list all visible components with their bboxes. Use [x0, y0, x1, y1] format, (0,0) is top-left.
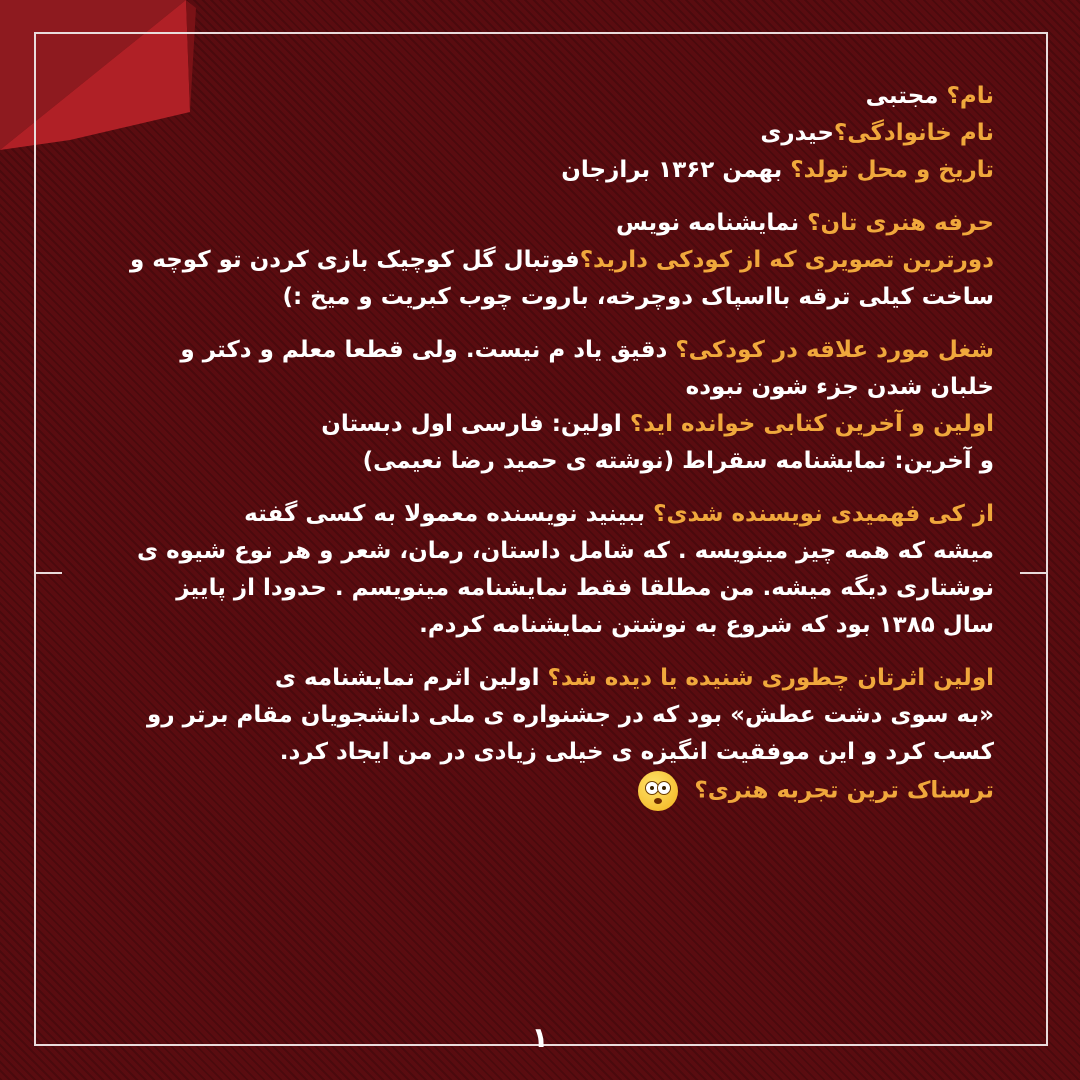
- frame-tick-left: [36, 572, 62, 574]
- favorite-job-line-2: [86, 369, 994, 406]
- book-question: اولین و آخرین کتابی خوانده اید؟: [629, 411, 994, 437]
- family-answer: حیدری: [760, 120, 834, 146]
- first-work-line: [86, 660, 994, 697]
- profession-block: [86, 205, 994, 316]
- writer-answer: ببینید نویسنده معمولا به کسی گفته: [244, 501, 654, 527]
- birth-line: [86, 152, 994, 189]
- name-line: [86, 78, 994, 115]
- name-answer: مجتبی: [865, 83, 947, 109]
- first-work-question: اولین اثرتان چطوری شنیده یا دیده شد؟: [547, 665, 994, 691]
- first-work-answer: اولین اثرم نمایشنامه ی: [274, 665, 548, 691]
- favorite-job-answer: دقیق یاد م نیست. ولی قطعا معلم و دکتر و: [180, 337, 676, 363]
- name-question: نام؟: [946, 83, 994, 109]
- writer-question: از کی فهمیدی نویسنده شدی؟: [653, 501, 994, 527]
- page-number: ۱: [531, 1021, 549, 1054]
- childhood-line: [86, 242, 994, 279]
- first-work-line-2: [86, 697, 994, 734]
- profession-question: حرفه هنری تان؟: [807, 210, 994, 236]
- scary-line: [86, 771, 994, 811]
- writer-block: [86, 496, 994, 644]
- childhood-answer: فوتبال گل کوچیک بازی کردن تو کوچه و: [129, 247, 580, 273]
- basic-info-block: [86, 78, 994, 189]
- favorite-job-answer-2: خلبان شدن جزء شون نبوده: [685, 374, 994, 400]
- profession-line: [86, 205, 994, 242]
- childhood-answer-2: ساخت کیلی ترقه بااسپاک دوچرخه، باروت چوب کبریت و میخ :): [282, 284, 994, 310]
- first-work-answer-2: «به سوی دشت عطش» بود که در جشنواره ی ملی دانشجویان مقام برتر رو: [147, 702, 994, 728]
- interview-text: [86, 78, 994, 827]
- writer-answer-3: نوشتاری دیگه میشه. من مطلقا فقط نمایشنامه مینویسم . حدودا از پاییز: [176, 575, 994, 601]
- scary-question: ترسناک ترین تجربه هنری؟: [694, 777, 994, 804]
- writer-line-4: [86, 607, 994, 644]
- first-work-answer-3: کسب کرد و این موفقیت انگیزه ی خیلی زیادی در من ایجاد کرد.: [279, 739, 994, 765]
- writer-line-3: [86, 570, 994, 607]
- book-answer: اولین: فارسی اول دبستان: [321, 411, 630, 437]
- first-work-line-3: [86, 734, 994, 771]
- flushed-face-icon: [638, 771, 678, 811]
- birth-answer: بهمن ۱۳۶۲ برازجان: [561, 157, 791, 183]
- family-question: نام خانوادگی؟: [833, 120, 994, 146]
- writer-answer-2: میشه که همه چیز مینویسه . که شامل داستان، رمان، شعر و هر نوع شیوه ی: [136, 538, 994, 564]
- childhood-line-2: [86, 279, 994, 316]
- childhood-question: دورترین تصویری که از کودکی دارید؟: [579, 247, 994, 273]
- first-work-block: [86, 660, 994, 811]
- book-line-2: [86, 443, 994, 480]
- book-answer-2: و آخرین: نمایشنامه سقراط (نوشته ی حمید رضا نعیمی): [362, 448, 994, 474]
- profession-answer: نمایشنامه نویس: [615, 210, 808, 236]
- family-line: [86, 115, 994, 152]
- writer-line-2: [86, 533, 994, 570]
- writer-line: [86, 496, 994, 533]
- birth-question: تاریخ و محل تولد؟: [790, 157, 994, 183]
- favorite-job-block: [86, 332, 994, 480]
- writer-answer-4: سال ۱۳۸۵ بود که شروع به نوشتن نمایشنامه کردم.: [419, 612, 994, 638]
- favorite-job-line: [86, 332, 994, 369]
- favorite-job-question: شغل مورد علاقه در کودکی؟: [675, 337, 994, 363]
- frame-tick-right: [1020, 572, 1046, 574]
- book-line: [86, 406, 994, 443]
